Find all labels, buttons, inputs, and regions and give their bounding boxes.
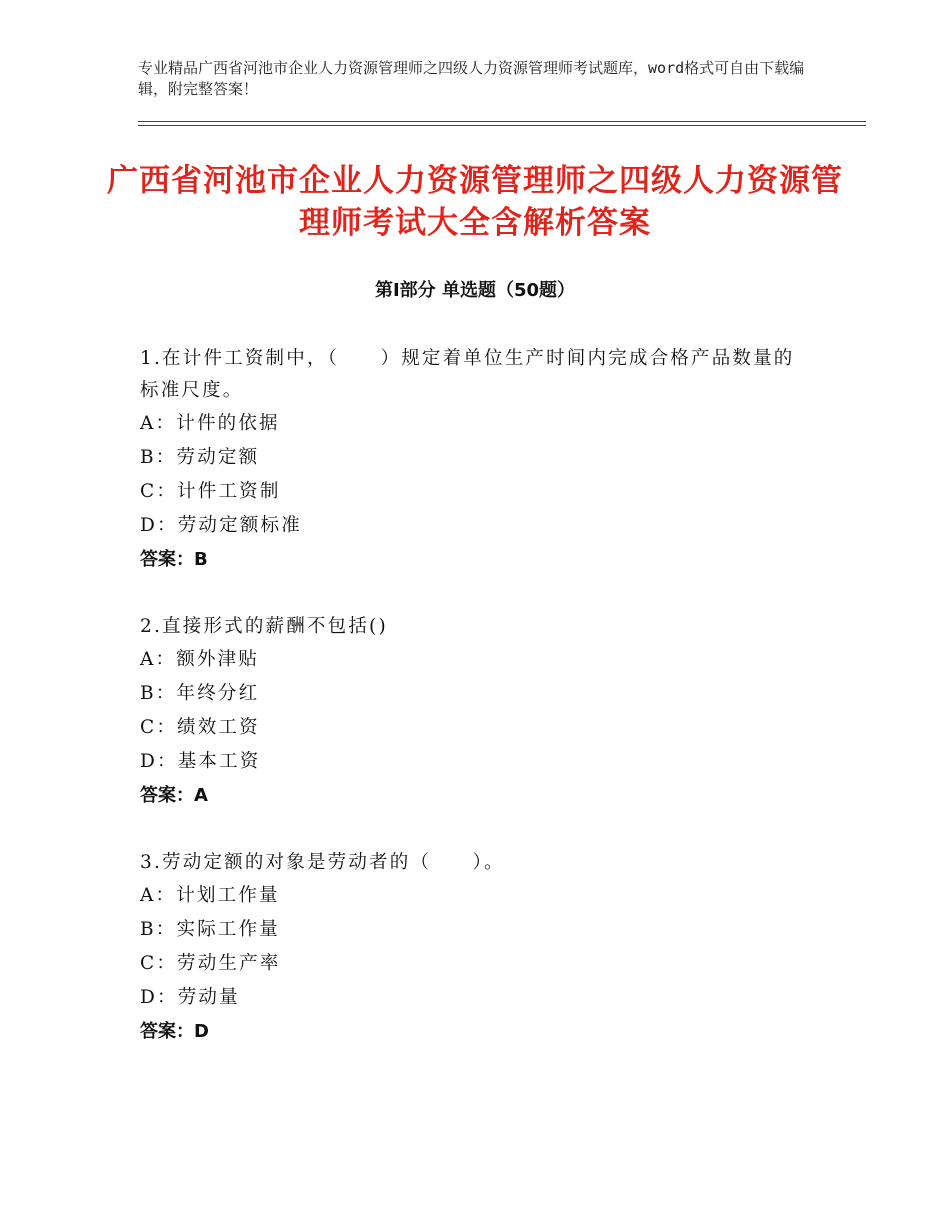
option-a: A：计划工作量 <box>140 885 280 906</box>
answer-line: 答案：A <box>140 785 208 806</box>
answer-line: 答案：B <box>140 549 208 570</box>
option-d: D：劳动定额标准 <box>140 515 302 536</box>
option-b: B：年终分红 <box>140 683 260 704</box>
header-divider-top <box>138 121 866 122</box>
question-stem: 2.直接形式的薪酬不包括() <box>140 616 388 637</box>
question-stem: 1.在计件工资制中，（ ）规定着单位生产时间内完成合格产品数量的标准尺度。 <box>140 348 795 401</box>
header-divider-bottom <box>138 125 866 126</box>
question-list <box>140 343 810 1083</box>
answer-line: 答案：D <box>140 1021 209 1042</box>
section-heading: 第Ⅰ部分 单选题（50题） <box>374 280 575 301</box>
option-c: C：绩效工资 <box>140 717 260 738</box>
option-c: C：计件工资制 <box>140 481 281 502</box>
option-c: C：劳动生产率 <box>140 953 281 974</box>
question-1 <box>140 343 810 577</box>
option-a: A：额外津贴 <box>140 649 260 670</box>
question-3 <box>140 847 810 1049</box>
option-d: D：劳动量 <box>140 987 240 1008</box>
option-d: D：基本工资 <box>140 751 261 772</box>
document-title: 广西省河池市企业人力资源管理师之四级人力资源管理师考试大全含解析答案 <box>107 163 843 241</box>
question-stem: 3.劳动定额的对象是劳动者的（ ）。 <box>140 852 505 873</box>
option-a: A：计件的依据 <box>140 413 280 434</box>
option-b: B：劳动定额 <box>140 447 260 468</box>
header-note: 专业精品广西省河池市企业人力资源管理师之四级人力资源管理师考试题库，word格式可自由下载编辑，附完整答案！ <box>138 59 805 98</box>
question-2 <box>140 611 810 813</box>
option-b: B：实际工作量 <box>140 919 280 940</box>
